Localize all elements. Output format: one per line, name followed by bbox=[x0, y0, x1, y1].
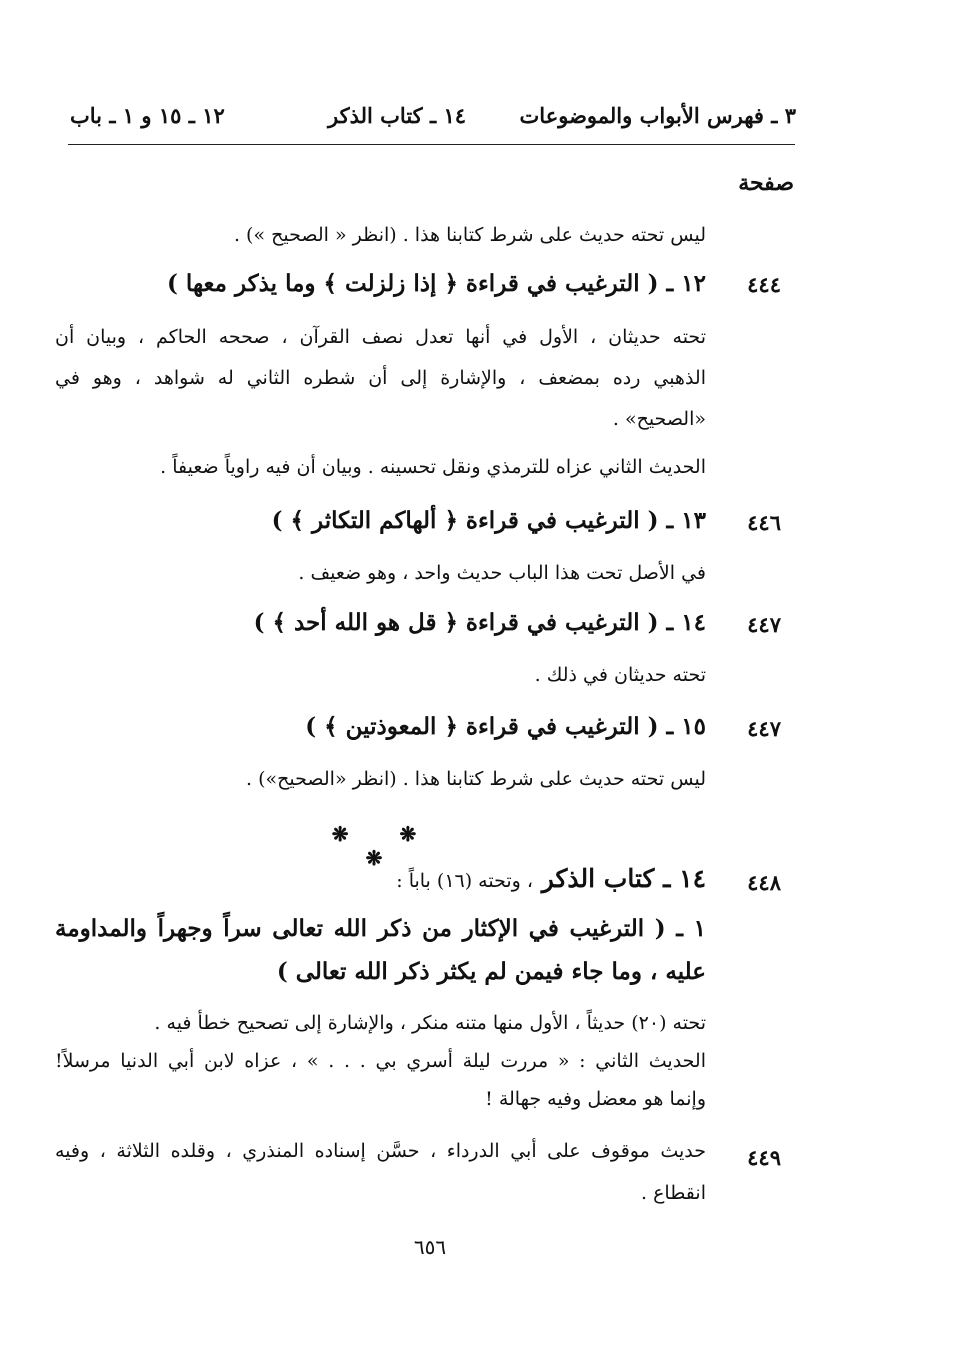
book-heading bbox=[396, 864, 706, 893]
section-divider-stars: ❋ ❋ ❋ bbox=[331, 822, 439, 870]
page-reference: ٤٤٧ bbox=[747, 612, 781, 637]
entry-text-line: الحديث الثاني عزاه للترمذي ونقل تحسينه . وبيان أن فيه راوياً ضعيفاً . bbox=[160, 456, 706, 478]
entry-text-line: وإنما هو معضل وفيه جهالة ! bbox=[485, 1088, 706, 1110]
book-subnote: ، وتحته (١٦) باباً : bbox=[396, 870, 534, 892]
page-column-label: صفحة bbox=[738, 170, 794, 196]
entry-text-line: الذهبي رده بمضعف ، والإشارة إلى أن شطره الثاني له شواهد ، وهو في bbox=[55, 367, 706, 389]
section-heading-line: ١ ـ ( الترغيب في الإكثار من ذكر الله تعالى سراً وجهراً والمداومة bbox=[55, 915, 706, 942]
running-header-left: ١٢ ـ ١٥ و ١ ـ باب bbox=[70, 103, 225, 128]
entry-text-line: حديث موقوف على أبي الدرداء ، حسَّن إسناده المنذري ، وقلده الثلاثة ، وفيه bbox=[55, 1140, 706, 1162]
section-heading: ١٣ ـ ( الترغيب في قراءة ﴿ ألهاكم التكاثر ﴾ ) bbox=[271, 507, 706, 534]
entry-text-line: الحديث الثاني : « مررت ليلة أسري بي . . . » ، عزاه لابن أبي الدنيا مرسلاً! bbox=[55, 1050, 706, 1072]
section-heading: ١٢ ـ ( الترغيب في قراءة ﴿ إذا زلزلت ﴾ وما يذكر معها ) bbox=[167, 270, 706, 297]
page-reference: ٤٤٧ bbox=[747, 716, 781, 741]
section-heading-line: عليه ، وما جاء فيمن لم يكثر ذكر الله تعالى ) bbox=[276, 958, 706, 985]
entry-text-line: تحته حديثان في ذلك . bbox=[534, 664, 706, 686]
page-reference: ٤٤٨ bbox=[747, 870, 781, 895]
page-number: ٦٥٦ bbox=[413, 1235, 447, 1259]
page-reference: ٤٤٦ bbox=[747, 510, 781, 535]
running-header-right: ٣ ـ فهرس الأبواب والموضوعات bbox=[519, 103, 796, 128]
entry-text-line: تحته (٢٠) حديثاً ، الأول منها متنه منكر ، والإشارة إلى تصحيح خطأ فيه . bbox=[154, 1012, 706, 1034]
page-reference: ٤٤٤ bbox=[747, 272, 781, 297]
entry-text-line: ليس تحته حديث على شرط كتابنا هذا . (انظر «الصحيح») . bbox=[246, 768, 706, 790]
running-header-center: ١٤ ـ كتاب الذكر bbox=[328, 103, 466, 128]
entry-text-line: تحته حديثان ، الأول في أنها تعدل نصف القرآن ، صححه الحاكم ، وبيان أن bbox=[55, 326, 706, 348]
entry-text: ليس تحته حديث على شرط كتابنا هذا . (انظر « الصحيح ») . bbox=[233, 224, 706, 246]
entry-text-line: في الأصل تحت هذا الباب حديث واحد ، وهو ضعيف . bbox=[298, 562, 706, 584]
section-heading: ١٥ ـ ( الترغيب في قراءة ﴿ المعوذتين ﴾ ) bbox=[305, 713, 706, 740]
header-rule bbox=[68, 144, 795, 145]
entry-text-line: «الصحيح» . bbox=[612, 408, 706, 430]
section-heading: ١٤ ـ ( الترغيب في قراءة ﴿ قل هو الله أحد ﴾ ) bbox=[253, 609, 706, 636]
book-title: ١٤ ـ كتاب الذكر bbox=[533, 864, 706, 893]
entry-text-line: انقطاع . bbox=[641, 1182, 706, 1204]
page-reference: ٤٤٩ bbox=[747, 1145, 781, 1170]
